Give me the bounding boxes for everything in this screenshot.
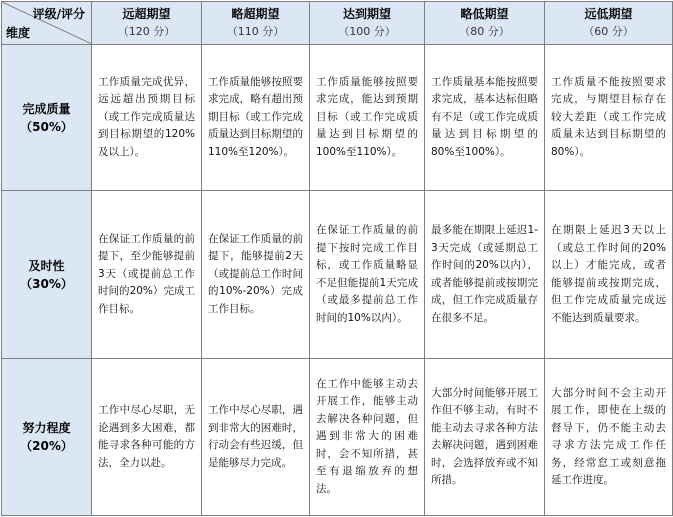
criteria-cell: 大部分时间能够开展工作但不够主动，有时不能主动去寻求各种方法去解决问题，遇到困难时，会选择放弃或不知所措。	[425, 359, 545, 516]
level-label: 略超期望	[231, 7, 280, 21]
criteria-cell: 最多能在期限上延迟1-3天完成（或延期总工作时间的20%以内），或者能够提前或按期完成，但工作完成质量存在很多不足。	[425, 191, 545, 359]
dimension-name: 完成质量	[22, 101, 71, 116]
level-header	[310, 2, 425, 45]
dimension-name: 及时性	[28, 258, 65, 273]
criteria-cell: 工作中尽心尽职，无论遇到多大困难，都能寻求各种可能的方法，全力以赴。	[92, 359, 202, 516]
corner-header-top: 评级/评分	[32, 7, 85, 21]
level-label: 远低期望	[584, 7, 633, 21]
row-header	[2, 45, 92, 191]
dimension-weight: （30%）	[20, 276, 73, 291]
table-row-effort	[2, 359, 673, 516]
level-score: （110 分）	[226, 25, 285, 38]
level-score: （80 分）	[459, 25, 510, 38]
row-header	[2, 359, 92, 516]
table-row-timeliness	[2, 191, 673, 359]
criteria-cell: 在保证工作质量的前提下，至少能够提前3天（或提前总工作时间的20%）完成工作目标。	[92, 191, 202, 359]
criteria-cell: 工作中尽心尽职，遇到非常大的困难时，行动会有些迟缓，但是能够尽力完成。	[202, 359, 310, 516]
row-header	[2, 191, 92, 359]
level-header	[425, 2, 545, 45]
criteria-cell: 工作质量能够按照要求完成，略有超出预期目标（或工作完成质量达到目标期望的110%至120%）。	[202, 45, 310, 191]
criteria-cell: 在保证工作质量的前提下按时完成工作目标，或工作质量略显不足但能提前1天完成（或最多提前总工作时间的10%以内）。	[310, 191, 425, 359]
rating-table-container	[1, 1, 673, 516]
corner-header	[2, 2, 92, 45]
level-header	[545, 2, 673, 45]
criteria-cell: 工作质量基本能按照要求完成，基本达标但略有不足（或工作完成质量达到目标期望的80%至100%）。	[425, 45, 545, 191]
dimension-name: 努力程度	[22, 421, 71, 435]
level-label: 达到期望	[342, 7, 391, 21]
level-score: （100 分）	[338, 25, 396, 38]
criteria-cell: 在工作中能够主动去开展工作，能够主动去解决各种问题，但遇到非常大的困难时，会不知所措，甚至有退缩放弃的想法。	[310, 359, 425, 516]
corner-header-bottom: 维度	[6, 26, 31, 40]
dimension-weight: （50%）	[20, 119, 73, 134]
performance-rating-table	[1, 1, 673, 516]
level-score: （120 分）	[117, 25, 176, 38]
dimension-weight: （20%）	[20, 439, 73, 453]
criteria-cell: 在期限上延迟3天以上（或总工作时间的20%以上）才能完成，或者能够提前或按期完成，但工作完成质量完成远不能达到质量要求。	[545, 191, 673, 359]
criteria-cell: 工作质量能够按照要求完成，能达到预期目标（或工作完成质量达到目标期望的100%至110%）。	[310, 45, 425, 191]
criteria-cell: 工作质量不能按照要求完成，与期望目标存在较大差距（或工作完成质量未达到目标期望的80%）。	[545, 45, 673, 191]
level-label: 略低期望	[460, 7, 509, 21]
level-header	[202, 2, 310, 45]
header-row	[2, 2, 673, 45]
level-header	[92, 2, 202, 45]
level-score: （60 分）	[583, 25, 634, 38]
table-row-quality	[2, 45, 673, 191]
criteria-cell: 在保证工作质量的前提下，能够提前2天（或提前总工作时间的10%-20%）完成工作目标。	[202, 191, 310, 359]
criteria-cell: 大部分时间不会主动开展工作，即使在上级的督导下，仍不能主动去寻求方法完成工作任务，经常怠工或刻意拖延工作进度。	[545, 359, 673, 516]
criteria-cell: 工作质量完成优异，远远超出预期目标（或工作完成质量达到目标期望的120%及以上）。	[92, 45, 202, 191]
level-label: 远超期望	[122, 7, 171, 21]
